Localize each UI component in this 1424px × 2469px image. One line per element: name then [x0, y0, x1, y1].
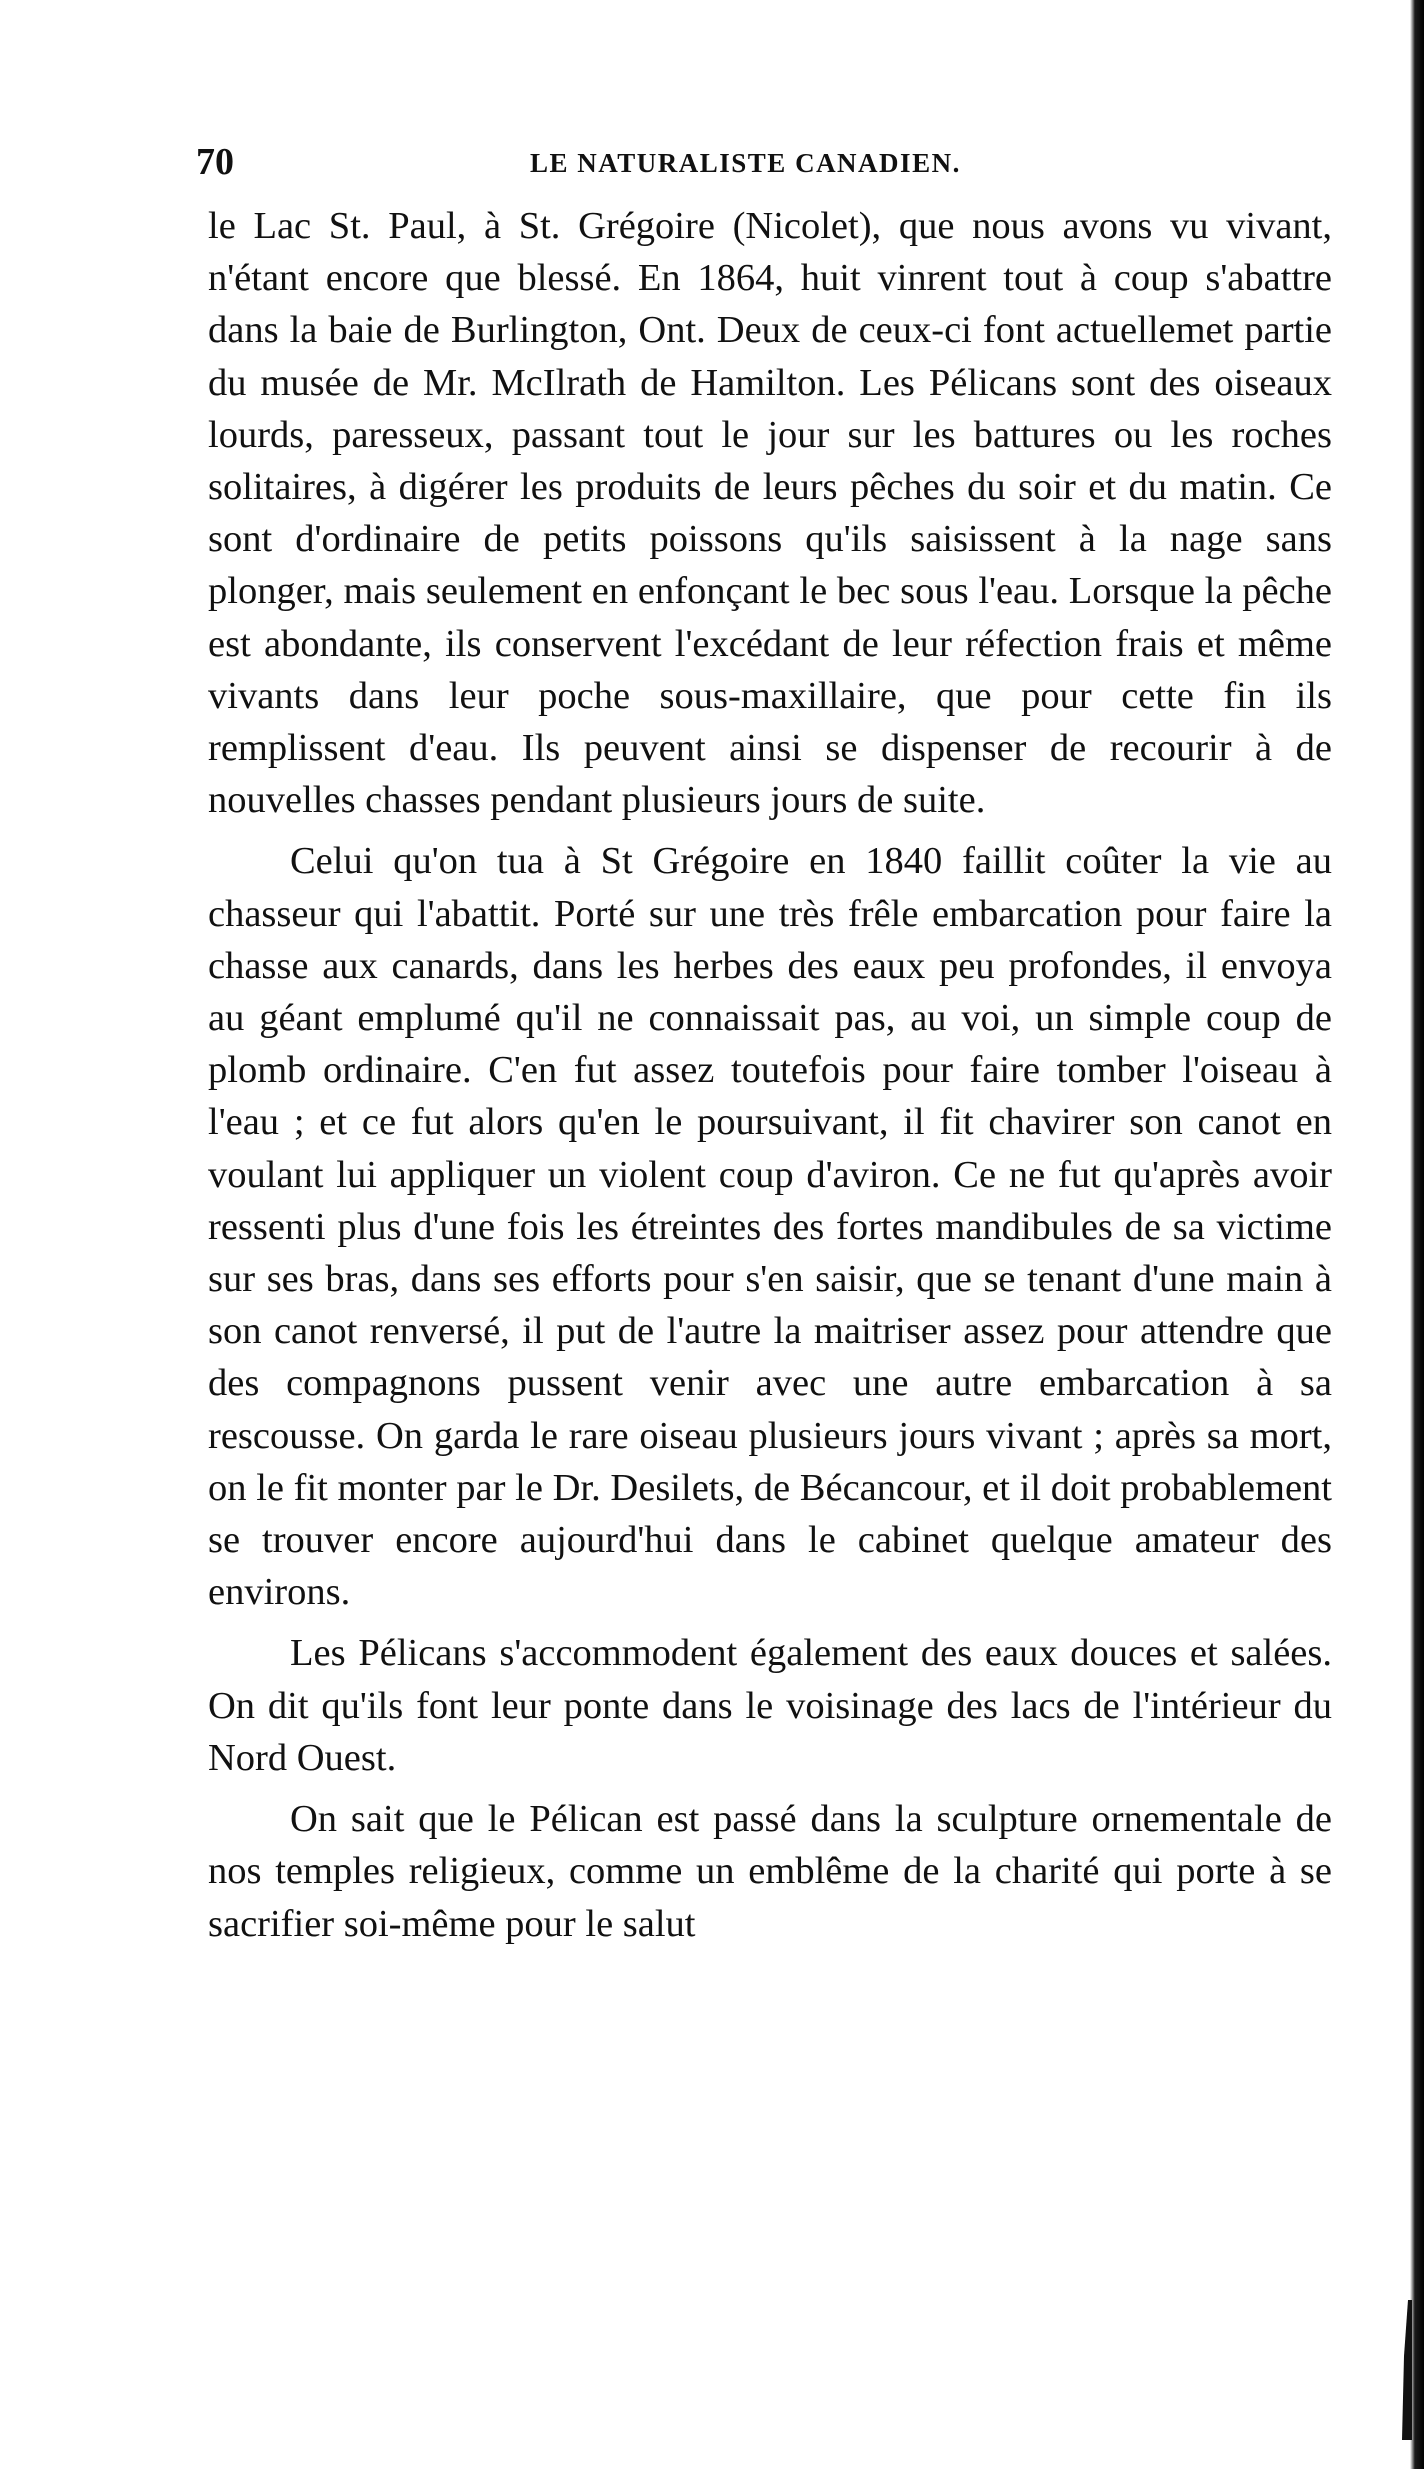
running-title: LE NATURALISTE CANADIEN. — [530, 148, 961, 178]
page-header — [196, 140, 1056, 190]
page-edge-shadow — [1410, 0, 1424, 2469]
body-text — [208, 200, 1332, 1950]
paragraph-symbolism: On sait que le Pélican est passé dans la sculpture ornementale de nos temples religieux, comme un emblême de la charité qui porte à se sacrifier soi-même pour le salut — [208, 1798, 1332, 1945]
page-number: 70 — [196, 141, 234, 183]
paragraph-hunter-story: Celui qu'on tua à St Grégoire en 1840 faillit coûter la vie au chasseur qui l'abattit. Porté sur une très frêle embarcation pour faire la chasse aux canards, dans les herbes des eaux peu profondes, il envoya au géant emplumé qu'il ne connaissait pas, au voi, un simple coup de plomb ordinaire. C'en fut assez toutefois pour faire tomber l'oiseau à l'eau ; et ce fut alors qu'en le poursuivant, il fit chavirer son canot en voulant lui appliquer un violent coup d'aviron. Ce ne fut qu'après avoir ressenti plus d'une fois les étreintes des fortes mandibules de sa victime sur ses bras, dans ses efforts pour s'en saisir, que se tenant d'une main à son canot renversé, il put de l'autre la maitriser assez pour attendre que des compagnons pussent venir avec une autre embarcation à sa rescousse. On garda le rare oiseau plusieurs jours vivant ; après sa mort, on le fit monter par le Dr. Desilets, de Bécancour, et il doit probablement se trouver encore aujourd'hui dans le cabinet quelque amateur des environs. — [208, 840, 1332, 1614]
paragraph-habitat: Les Pélicans s'accommodent également des eaux douces et salées. On dit qu'ils font leur ponte dans le voisinage des lacs de l'intérieur du Nord Ouest. — [208, 1632, 1332, 1779]
page-edge-mark — [1402, 2300, 1412, 2440]
paragraph-continuation: le Lac St. Paul, à St. Grégoire (Nicolet), que nous avons vu vivant, n'étant encore que blessé. En 1864, huit vinrent tout à coup s'abattre dans la baie de Burlington, Ont. Deux de ceux-ci font actuellemet partie du musée de Mr. McIlrath de Hamilton. Les Pélicans sont des oiseaux lourds, paresseux, passant tout le jour sur les battures ou les roches solitaires, à digérer les produits de leurs pêches du soir et du matin. Ce sont d'ordinaire de petits poissons qu'ils saisissent à la nage sans plonger, mais seulement en enfonçant le bec sous l'eau. Lorsque la pêche est abondante, ils conservent l'excédant de leur réfection frais et même vivants dans leur poche sous-maxillaire, que pour cette fin ils remplissent d'eau. Ils peuvent ainsi se dispenser de recourir à de nouvelles chasses pendant plusieurs jours de suite. — [208, 205, 1332, 822]
